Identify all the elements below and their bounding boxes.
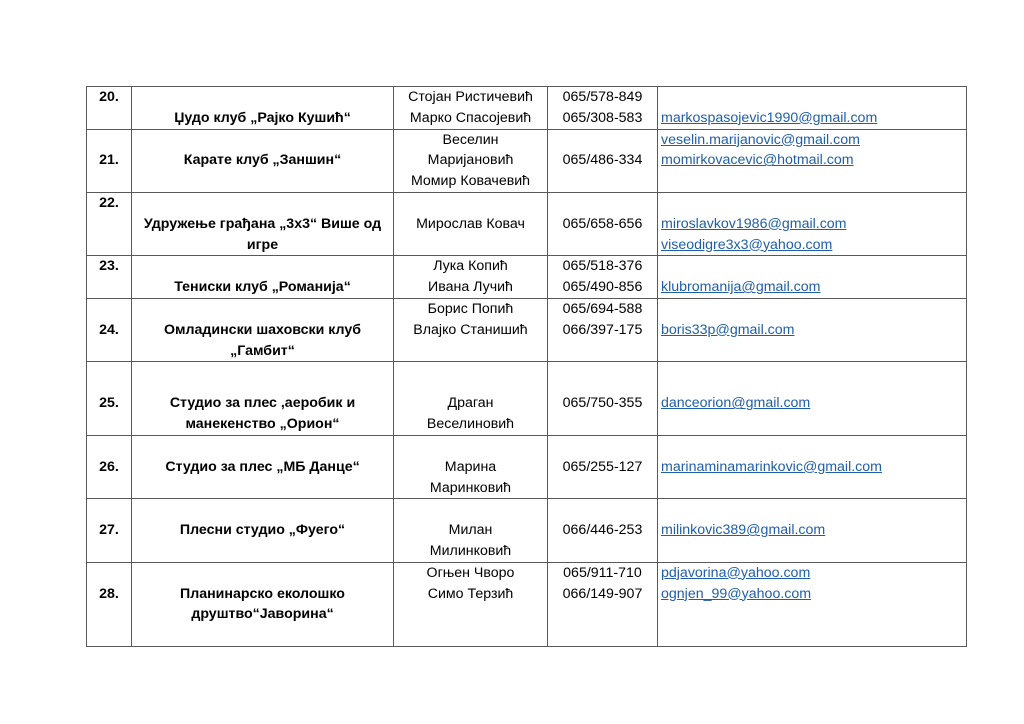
email-link[interactable]: milinkovic389@gmail.com: [661, 522, 826, 539]
contact-person-name: Маринковић: [429, 479, 512, 496]
row-number: [87, 298, 132, 361]
phone-number: [548, 298, 658, 361]
email-link[interactable]: ognjen_99@yahoo.com: [661, 585, 812, 602]
phone-number-text: 065/308-583: [562, 109, 643, 126]
organization-name: [132, 192, 394, 255]
row-number-text: 28.: [99, 585, 119, 602]
email-link[interactable]: miroslavkov1986@gmail.com: [661, 215, 847, 232]
email-cell: [658, 298, 967, 361]
organization-name-text: Планинарско еколошко друштво“Јаворина“: [180, 585, 345, 623]
email-cell: [658, 256, 967, 299]
phone-number: [548, 362, 658, 436]
row-number: [87, 129, 132, 192]
organization-name: [132, 298, 394, 361]
phone-number-text: 066/446-253: [562, 522, 643, 539]
email-cell: [658, 129, 967, 192]
row-number-text: 27.: [99, 522, 119, 539]
email-cell: [658, 435, 967, 498]
phone-number: [548, 562, 658, 646]
phone-number-text: 065/694-588: [562, 300, 643, 317]
email-cell: [658, 362, 967, 436]
organization-name-text: Студио за плес ,аеробик и манекенство „Орион“: [169, 395, 356, 433]
contact-person-name: Марина: [444, 458, 497, 475]
contact-person-name: Веселин: [442, 131, 499, 148]
clubs-table: [86, 86, 967, 647]
phone-number: [548, 256, 658, 299]
contact-person: [394, 562, 548, 646]
contact-person: [394, 192, 548, 255]
row-number: [87, 499, 132, 562]
phone-number: [548, 499, 658, 562]
organization-name: [132, 87, 394, 130]
phone-number-text: 065/750-355: [562, 395, 643, 412]
contact-person: [394, 362, 548, 436]
phone-number-text: 065/518-376: [562, 258, 643, 275]
email-link[interactable]: momirkovacevic@hotmail.com: [661, 152, 854, 169]
contact-person-name: Огњен Чворо: [426, 564, 515, 581]
email-link[interactable]: markospasojevic1990@gmail.com: [661, 109, 878, 126]
row-number-text: 26.: [99, 458, 119, 475]
phone-number-text: 065/490-856: [562, 279, 643, 296]
contact-person-name: Ивана Лучић: [428, 279, 513, 296]
phone-number: [548, 192, 658, 255]
contact-person-name: Влајко Станишић: [413, 321, 528, 338]
email-link[interactable]: klubromanija@gmail.com: [661, 279, 821, 296]
table-row: [87, 435, 967, 498]
organization-name-text: Џудо клуб „Рајко Кушић“: [174, 109, 351, 126]
row-number-text: 24.: [99, 321, 119, 338]
contact-person: [394, 298, 548, 361]
phone-number-text: 065/486-334: [562, 152, 643, 169]
contact-person-name: Драган: [447, 395, 494, 412]
row-number: [87, 562, 132, 646]
organization-name-text: Студио за плес „МБ Данце“: [165, 458, 360, 475]
contact-person-name: Момир Ковачевић: [410, 173, 531, 190]
contact-person-name: Лука Копић: [433, 258, 508, 275]
phone-number-text: 066/149-907: [562, 585, 643, 602]
phone-number: [548, 87, 658, 130]
phone-number: [548, 435, 658, 498]
organization-name-text: Удружење грађана „3x3“ Више од игре: [143, 215, 382, 253]
email-link[interactable]: danceorion@gmail.com: [661, 395, 811, 412]
contact-person-name: Милан: [448, 522, 493, 539]
organization-name: [132, 129, 394, 192]
row-number: 23.: [87, 256, 132, 299]
row-number-text: 21.: [99, 152, 119, 169]
row-number: 20.: [87, 87, 132, 130]
table-row: [87, 499, 967, 562]
table-row: [87, 298, 967, 361]
email-cell: [658, 499, 967, 562]
contact-person: [394, 87, 548, 130]
contact-person: [394, 435, 548, 498]
table-row: [87, 129, 967, 192]
organization-name: [132, 562, 394, 646]
contact-person: [394, 256, 548, 299]
email-cell: [658, 192, 967, 255]
contact-person-name: Марко Спасојевић: [409, 109, 532, 126]
email-link[interactable]: marinaminamarinkovic@gmail.com: [661, 458, 882, 475]
contact-person-name: Борис Попић: [427, 300, 514, 317]
contact-person-name: Симо Терзић: [427, 585, 514, 602]
organization-name: [132, 362, 394, 436]
organization-name: [132, 256, 394, 299]
table-row: [87, 562, 967, 646]
organization-name-text: Тениски клуб „Романија“: [174, 279, 351, 296]
phone-number-text: 065/911-710: [563, 564, 642, 581]
row-number: 22.: [87, 192, 132, 255]
organization-name-text: Карате клуб „Заншин“: [183, 152, 342, 169]
email-cell: [658, 562, 967, 646]
table-row: [87, 256, 967, 299]
email-cell: [658, 87, 967, 130]
contact-person-name: Милинковић: [429, 542, 512, 559]
contact-person: [394, 129, 548, 192]
organization-name-text: Омладински шаховски клуб „Гамбит“: [163, 321, 362, 359]
organization-name: [132, 435, 394, 498]
email-link[interactable]: viseodigre3x3@yahoo.com: [661, 236, 833, 253]
organization-name-text: Плесни студио „Фуего“: [179, 522, 346, 539]
email-link[interactable]: veselin.marijanovic@gmail.com: [661, 131, 860, 148]
row-number: [87, 362, 132, 436]
row-number: [87, 435, 132, 498]
table-row: [87, 87, 967, 130]
contact-person-name: Веселиновић: [426, 416, 515, 433]
organization-name: [132, 499, 394, 562]
contact-person: [394, 499, 548, 562]
table-row: [87, 362, 967, 436]
contact-person-name: Маријановић: [427, 152, 514, 169]
contact-person-name: Мирослав Ковач: [416, 215, 525, 232]
phone-number-text: 065/578-849: [562, 89, 643, 105]
email-link[interactable]: pdjavorina@yahoo.com: [661, 564, 811, 581]
email-link[interactable]: boris33p@gmail.com: [661, 321, 795, 338]
phone-number-text: 066/397-175: [562, 321, 643, 338]
phone-number-text: 065/255-127: [562, 458, 643, 475]
row-number-text: 25.: [99, 395, 119, 412]
contact-person-name: Стојан Ристичевић: [408, 89, 533, 105]
phone-number: [548, 129, 658, 192]
table-row: [87, 192, 967, 255]
phone-number-text: 065/658-656: [562, 215, 643, 232]
